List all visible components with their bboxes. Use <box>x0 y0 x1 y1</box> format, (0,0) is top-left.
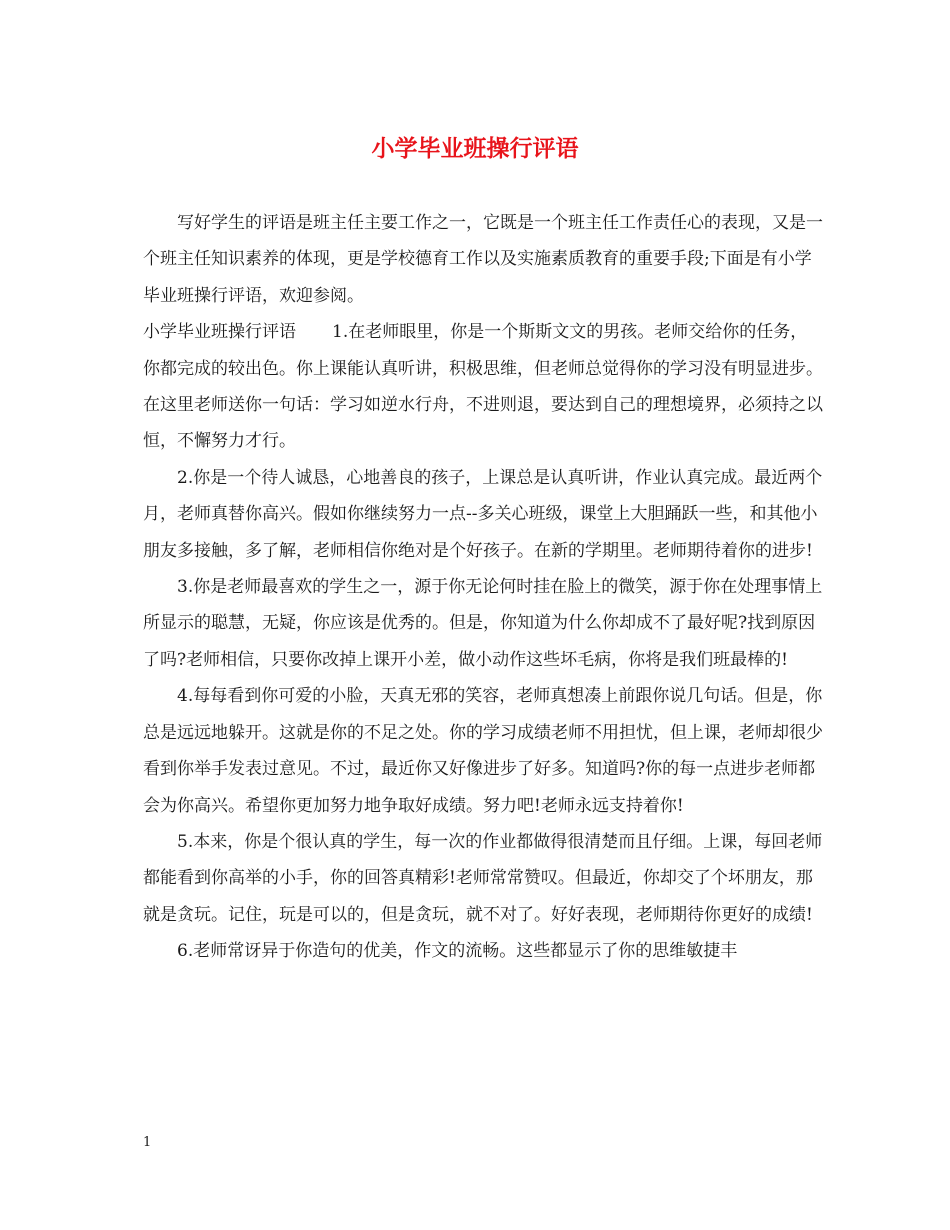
section-paragraph-1 <box>143 314 823 460</box>
comment-5: 5.本来，你是个很认真的学生，每一次的作业都做得很清楚而且仔细。上课，每回老师都能看到你高举的小手，你的回答真精彩!老师常常赞叹。但最近，你却交了个坏朋友，那就是贪玩。记住，玩是可以的，但是贪玩，就不对了。好好表现，老师期待你更好的成绩! <box>143 831 823 925</box>
section-label: 小学毕业班操行评语 <box>143 322 296 343</box>
comment-6: 6.老师常讶异于你造句的优美，作文的流畅。这些都显示了你的思维敏捷丰 <box>177 941 738 962</box>
intro-paragraph: 写好学生的评语是班主任主要工作之一，它既是一个班主任工作责任心的表现，又是一个班主任知识素养的体现，更是学校德育工作以及实施素质教育的重要手段;下面是有小学毕业班操行评语，欢迎参阅。 <box>143 213 823 306</box>
document-title: 小学毕业班操行评语 <box>371 135 579 162</box>
page-number: 1 <box>143 1135 152 1150</box>
document-body <box>143 205 823 970</box>
comment-1: 1.在老师眼里，你是一个斯斯文文的男孩。老师交给你的任务，你都完成的较出色。你上课能认真听讲，积极思维，但老师总觉得你的学习没有明显进步。在这里老师送你一句话：学习如逆水行舟，不进则退，要达到自己的理想境界，必须持之以恒，不懈努力才行。 <box>143 322 823 452</box>
comment-2: 2.你是一个待人诚恳，心地善良的孩子，上课总是认真听讲，作业认真完成。最近两个月，老师真替你高兴。假如你继续努力一点--多关心班级，课堂上大胆踊跃一些，和其他小朋友多接触，多了解，老师相信你绝对是个好孩子。在新的学期里。老师期待着你的进步! <box>143 467 823 561</box>
comment-4: 4.每每看到你可爱的小脸，天真无邪的笑容，老师真想凑上前跟你说几句话。但是，你总是远远地躲开。这就是你的不足之处。你的学习成绩老师不用担忧，但上课，老师却很少看到你举手发表过意见。不过，最近你又好像进步了好多。知道吗?你的每一点进步老师都会为你高兴。希望你更加努力地争取好成绩。努力吧!老师永远支持着你! <box>143 686 823 816</box>
comment-3: 3.你是老师最喜欢的学生之一，源于你无论何时挂在脸上的微笑，源于你在处理事情上所显示的聪慧，无疑，你应该是优秀的。但是，你知道为什么你却成不了最好呢?找到原因了吗?老师相信，只要你改掉上课开小差，做小动作这些坏毛病，你将是我们班最棒的! <box>143 577 823 670</box>
